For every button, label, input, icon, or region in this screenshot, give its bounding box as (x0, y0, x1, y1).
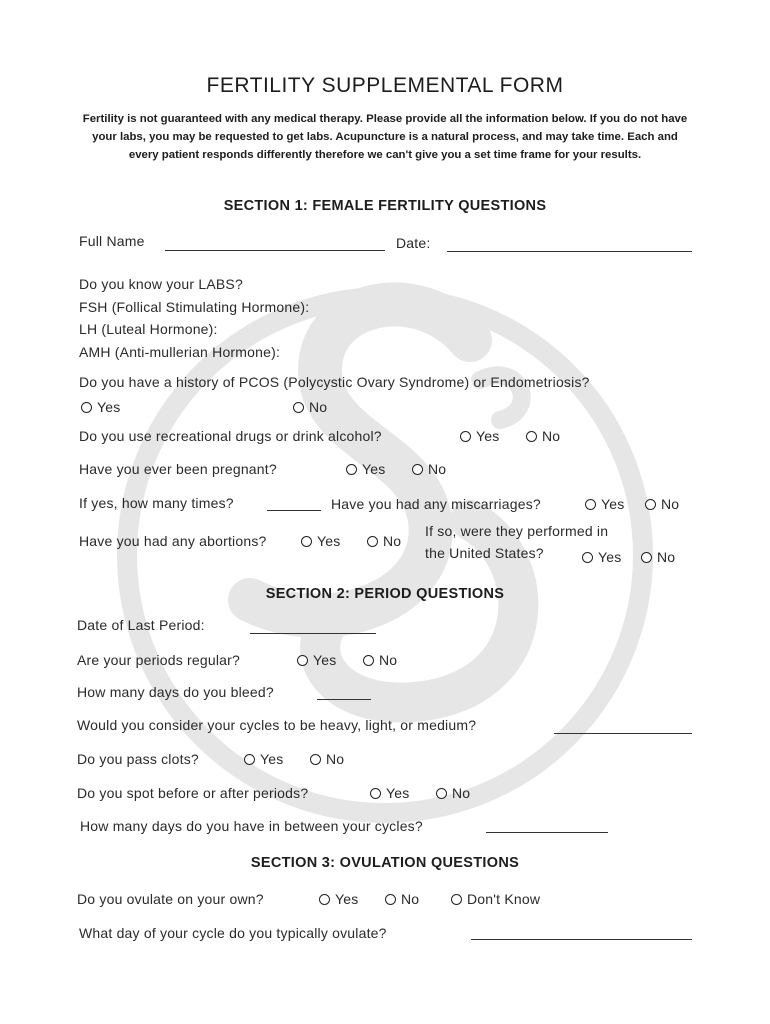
radio-icon[interactable] (301, 536, 312, 547)
date-label: Date: (396, 235, 431, 251)
labs-question: Do you know your LABS? (79, 276, 243, 292)
ovulate-dont-know-option[interactable]: Don't Know (451, 891, 540, 907)
us-yes-option[interactable]: Yes (582, 549, 621, 565)
intro-text: Fertility is not guaranteed with any medical therapy. Please provide all the information below. If you do not have your labs, you may be requested to get labs. Acupuncture is a natural process, and may take time. Each and every patient responds differently therefore we can't give you a set time frame for your results. (82, 113, 688, 162)
fsh-label: FSH (Follical Stimulating Hormone): (79, 299, 310, 315)
section2-heading: SECTION 2: PERIOD QUESTIONS (265, 586, 505, 602)
radio-icon[interactable] (363, 655, 374, 666)
clots-no-option[interactable]: No (310, 751, 344, 767)
radio-icon[interactable] (385, 894, 396, 905)
times-question: If yes, how many times? (79, 495, 234, 511)
full-name-field[interactable] (165, 250, 385, 251)
bleed-question: How many days do you bleed? (77, 684, 274, 700)
heavy-field[interactable] (554, 733, 692, 734)
ovulate-question: Do you ovulate on your own? (77, 891, 264, 907)
miscarriage-question: Have you had any miscarriages? (331, 496, 541, 512)
regular-question: Are your periods regular? (77, 652, 240, 668)
us-no-option[interactable]: No (641, 549, 675, 565)
radio-icon[interactable] (244, 754, 255, 765)
radio-icon[interactable] (436, 788, 447, 799)
regular-yes-option[interactable]: Yes (297, 652, 336, 668)
radio-icon[interactable] (81, 402, 92, 413)
pcos-no-option[interactable]: No (293, 399, 327, 415)
full-name-label: Full Name (79, 233, 145, 249)
radio-icon[interactable] (526, 431, 537, 442)
heavy-question: Would you consider your cycles to be heavy, light, or medium? (77, 717, 477, 733)
spot-question: Do you spot before or after periods? (77, 785, 309, 801)
abortion-no-option[interactable]: No (367, 533, 401, 549)
section3-heading: SECTION 3: OVULATION QUESTIONS (250, 855, 520, 871)
radio-icon[interactable] (310, 754, 321, 765)
radio-icon[interactable] (319, 894, 330, 905)
times-field[interactable] (267, 510, 321, 511)
amh-label: AMH (Anti-mullerian Hormone): (79, 344, 281, 360)
radio-icon[interactable] (460, 431, 471, 442)
regular-no-option[interactable]: No (363, 652, 397, 668)
pregnant-question: Have you ever been pregnant? (79, 461, 277, 477)
pregnant-no-option[interactable]: No (412, 461, 446, 477)
radio-icon[interactable] (585, 499, 596, 510)
radio-icon[interactable] (346, 464, 357, 475)
miscarriage-no-option[interactable]: No (645, 496, 679, 512)
radio-icon[interactable] (641, 552, 652, 563)
drugs-yes-option[interactable]: Yes (460, 428, 499, 444)
last-period-question: Date of Last Period: (77, 617, 205, 633)
drugs-no-option[interactable]: No (526, 428, 560, 444)
radio-icon[interactable] (370, 788, 381, 799)
radio-icon[interactable] (297, 655, 308, 666)
radio-icon[interactable] (412, 464, 423, 475)
pcos-yes-option[interactable]: Yes (81, 399, 120, 415)
ovulate-yes-option[interactable]: Yes (319, 891, 358, 907)
between-question: How many days do you have in between your cycles? (80, 818, 423, 834)
between-field[interactable] (486, 832, 608, 833)
pregnant-yes-option[interactable]: Yes (346, 461, 385, 477)
lh-label: LH (Luteal Hormone): (79, 321, 218, 337)
radio-icon[interactable] (367, 536, 378, 547)
radio-icon[interactable] (293, 402, 304, 413)
abortion-question: Have you had any abortions? (79, 533, 267, 549)
bleed-field[interactable] (317, 699, 371, 700)
date-field[interactable] (447, 251, 692, 252)
clots-question: Do you pass clots? (77, 751, 199, 767)
spot-no-option[interactable]: No (436, 785, 470, 801)
pcos-question: Do you have a history of PCOS (Polycystic Ovary Syndrome) or Endometriosis? (79, 374, 590, 390)
ovulation-day-field[interactable] (471, 939, 692, 940)
radio-icon[interactable] (451, 894, 462, 905)
ovulate-no-option[interactable]: No (385, 891, 419, 907)
section1-heading: SECTION 1: FEMALE FERTILITY QUESTIONS (223, 198, 547, 214)
us-question-line2: the United States? (425, 545, 544, 561)
ovulation-day-question: What day of your cycle do you typically ovulate? (79, 925, 387, 941)
abortion-yes-option[interactable]: Yes (301, 533, 340, 549)
miscarriage-yes-option[interactable]: Yes (585, 496, 624, 512)
spot-yes-option[interactable]: Yes (370, 785, 409, 801)
drugs-question: Do you use recreational drugs or drink alcohol? (79, 428, 382, 444)
radio-icon[interactable] (645, 499, 656, 510)
radio-icon[interactable] (582, 552, 593, 563)
form-title: FERTILITY SUPPLEMENTAL FORM (206, 74, 564, 97)
clots-yes-option[interactable]: Yes (244, 751, 283, 767)
us-question-line1: If so, were they performed in (425, 523, 609, 539)
last-period-field[interactable] (250, 633, 376, 634)
